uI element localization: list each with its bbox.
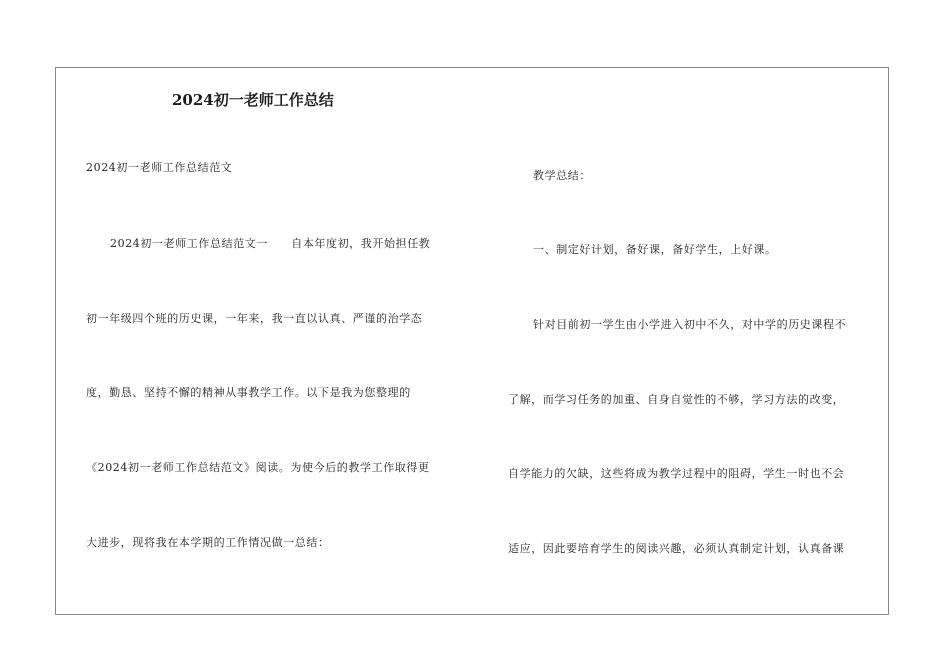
right-line-4: 了解，而学习任务的加重、自身自觉性的不够，学习方法的改变， (508, 393, 845, 406)
right-line-6: 适应，因此要培育学生的阅读兴趣，必须认真制定计划，认真备课 (508, 542, 845, 555)
right-line-3: 针对目前初一学生由小学进入初中不久，对中学的历史课程不 (533, 318, 847, 331)
right-line-1: 教学总结： (533, 169, 591, 182)
left-line-6: 大进步，现将我在本学期的工作情况做一总结： (86, 536, 330, 549)
left-line-1: 2024初一老师工作总结范文 (86, 161, 233, 174)
left-line-5: 《2024初一老师工作总结范文》阅读。为使今后的教学工作取得更 (86, 461, 430, 474)
document-page (55, 67, 889, 615)
left-line-4: 度，勤恳、坚持不懈的精神从事教学工作。以下是我为您整理的 (86, 386, 411, 399)
left-line-3: 初一年级四个班的历史课，一年来，我一直以认真、严谨的治学态 (86, 312, 423, 325)
document-title: 2024初一老师工作总结 (172, 91, 334, 109)
left-line-2: 2024初一老师工作总结范文一 自本年度初，我开始担任教 (110, 237, 431, 250)
right-line-2: 一、制定好计划，备好课，备好学生，上好课。 (533, 243, 777, 256)
right-line-5: 自学能力的欠缺，这些将成为教学过程中的阻碍，学生一时也不会 (508, 467, 845, 480)
